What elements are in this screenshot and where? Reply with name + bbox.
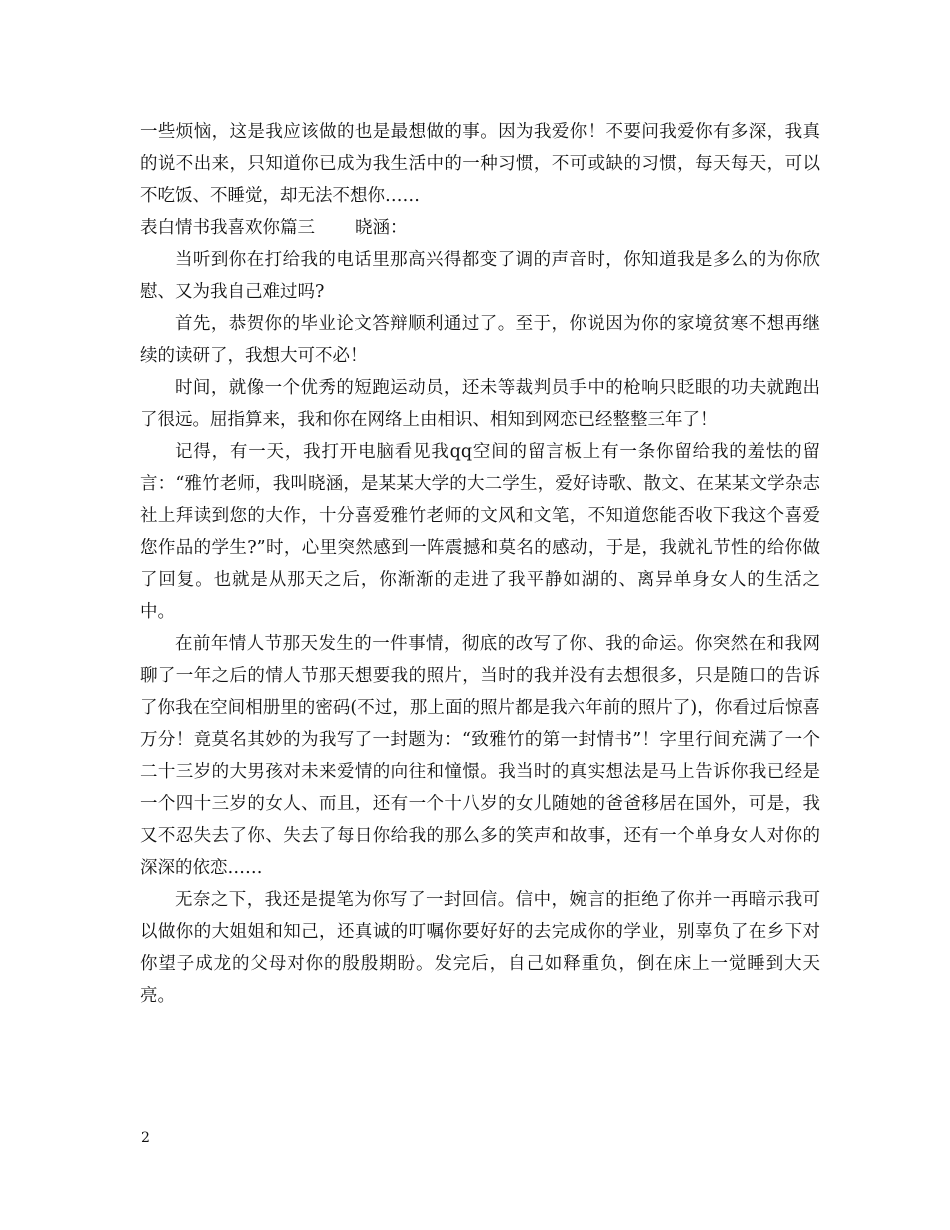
body-paragraph: 时间，就像一个优秀的短跑运动员，还未等裁判员手中的枪响只眨眼的功夫就跑出了很远。屈指算来，我和你在网络上由相识、相知到网恋已经整整三年了！	[140, 378, 820, 430]
greeting: 晓涵：	[355, 218, 408, 238]
body-paragraph: 记得，有一天，我打开电脑看见我qq空间的留言板上有一条你留给我的羞怯的留言：“雅竹老师，我叫晓涵，是某某大学的大二学生，爱好诗歌、散文、在某某文学杂志社上拜读到您的大作，十分喜爱雅竹老师的文风和文笔，不知道您能否收下我这个喜爱您作品的学生?”时，心里突然感到一阵震撼和莫名的感动，于是，我就礼节性的给你做了回复。也就是从那天之后，你渐渐的走进了我平静如湖的、离异单身女人的生活之中。	[140, 442, 820, 622]
document-body	[140, 116, 820, 1012]
body-paragraph: 无奈之下，我还是提笔为你写了一封回信。信中，婉言的拒绝了你并一再暗示我可以做你的大姐姐和知己，还真诚的叮嘱你要好好的去完成你的学业，别辜负了在乡下对你望子成龙的父母对你的殷殷期盼。发完后，自己如释重负，倒在床上一觉睡到大天亮。	[140, 890, 820, 1006]
section-title: 表白情书我喜欢你篇三	[140, 218, 315, 238]
continuation-paragraph: 一些烦恼，这是我应该做的也是最想做的事。因为我爱你！不要问我爱你有多深，我真的说不出来，只知道你已成为我生活中的一种习惯，不可或缺的习惯，每天每天，可以不吃饭、不睡觉，却无法不想你……	[140, 122, 820, 206]
body-paragraph: 首先，恭贺你的毕业论文答辩顺利通过了。至于，你说因为你的家境贫寒不想再继续的读研了，我想大可不必！	[140, 314, 820, 366]
body-paragraph: 在前年情人节那天发生的一件事情，彻底的改写了你、我的命运。你突然在和我网聊了一年之后的情人节那天想要我的照片，当时的我并没有去想很多，只是随口的告诉了你我在空间相册里的密码(不过，那上面的照片都是我六年前的照片了)，你看过后惊喜万分！竟莫名其妙的为我写了一封题为：“致雅竹的第一封情书”！字里行间充满了一个二十三岁的大男孩对未来爱情的向往和憧憬。我当时的真实想法是马上告诉你我已经是一个四十三岁的女人、而且，还有一个十八岁的女儿随她的爸爸移居在国外，可是，我又不忍失去了你、失去了每日你给我的那么多的笑声和故事，还有一个单身女人对你的深深的依恋……	[140, 634, 820, 878]
section-heading	[140, 212, 820, 244]
body-paragraph: 当听到你在打给我的电话里那高兴得都变了调的声音时，你知道我是多么的为你欣慰、又为我自己难过吗?	[140, 250, 820, 302]
page-number: 2	[141, 1130, 150, 1146]
